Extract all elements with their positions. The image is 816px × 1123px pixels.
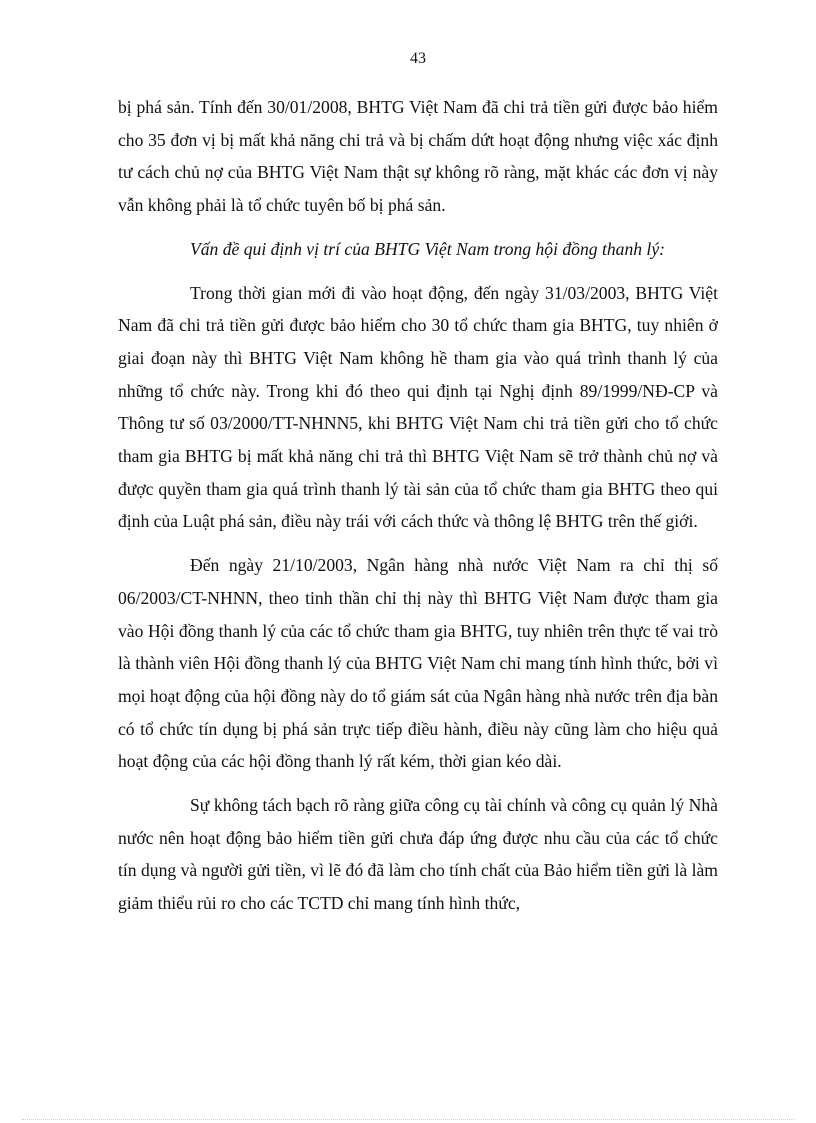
paragraph: Sự không tách bạch rõ ràng giữa công cụ tài chính và công cụ quản lý Nhà nước nên hoạt động bảo hiểm tiền gửi chưa đáp ứng được nhu cầu của các tổ chức tín dụng và người gửi tiền, vì lẽ đó đã làm cho tính chất của Bảo hiểm tiền gửi là làm giảm thiểu rủi ro cho các TCTD chỉ mang tính hình thức, xyxy=(118,795,718,914)
paragraph-continuation: bị phá sản. Tính đến 30/01/2008, BHTG Việt Nam đã chi trả tiền gửi được bảo hiểm cho 35 đơn vị bị mất khả năng chi trả và bị chấm dứt hoạt động nhưng việc xác định tư cách chủ nợ của BHTG Việt Nam thật sự không rõ ràng, mặt khác các đơn vị này vẫn không phải là tổ chức tuyên bố bị phá sản. xyxy=(118,97,718,216)
document-body xyxy=(118,91,718,931)
page-number: 43 xyxy=(410,50,426,67)
section-subheading: Vấn đề qui định vị trí của BHTG Việt Nam trong hội đồng thanh lý: xyxy=(190,238,665,259)
paragraph: Trong thời gian mới đi vào hoạt động, đến ngày 31/03/2003, BHTG Việt Nam đã chi trả tiền gửi được bảo hiểm cho 30 tổ chức tham gia BHTG, tuy nhiên ở giai đoạn này thì BHTG Việt Nam không hề tham gia vào quá trình thanh lý của những tổ chức này. Trong khi đó theo qui định tại Nghị định 89/1999/NĐ-CP và Thông tư số 03/2000/TT-NHNN5, khi BHTG Việt Nam chi trả tiền gửi cho tổ chức tham gia BHTG bị mất khả năng chi trả thì BHTG Việt Nam sẽ trở thành chủ nợ và được quyền tham gia quá trình thanh lý tài sản của tổ chức tham gia BHTG theo qui định của Luật phá sản, điều này trái với cách thức và thông lệ BHTG trên thế giới. xyxy=(118,282,718,532)
page-bottom-divider xyxy=(22,1119,794,1120)
paragraph: Đến ngày 21/10/2003, Ngân hàng nhà nước Việt Nam ra chỉ thị số 06/2003/CT-NHNN, theo tinh thần chỉ thị này thì BHTG Việt Nam được tham gia vào Hội đồng thanh lý của các tổ chức tham gia BHTG, tuy nhiên trên thực tế vai trò là thành viên Hội đồng thanh lý của BHTG Việt Nam chỉ mang tính hình thức, bởi vì mọi hoạt động của hội đồng này do tổ giám sát của Ngân hàng nhà nước trên địa bàn có tổ chức tín dụng bị phá sản trực tiếp điều hành, điều này cũng làm cho hiệu quả hoạt động của các hội đồng thanh lý rất kém, thời gian kéo dài. xyxy=(118,555,718,772)
